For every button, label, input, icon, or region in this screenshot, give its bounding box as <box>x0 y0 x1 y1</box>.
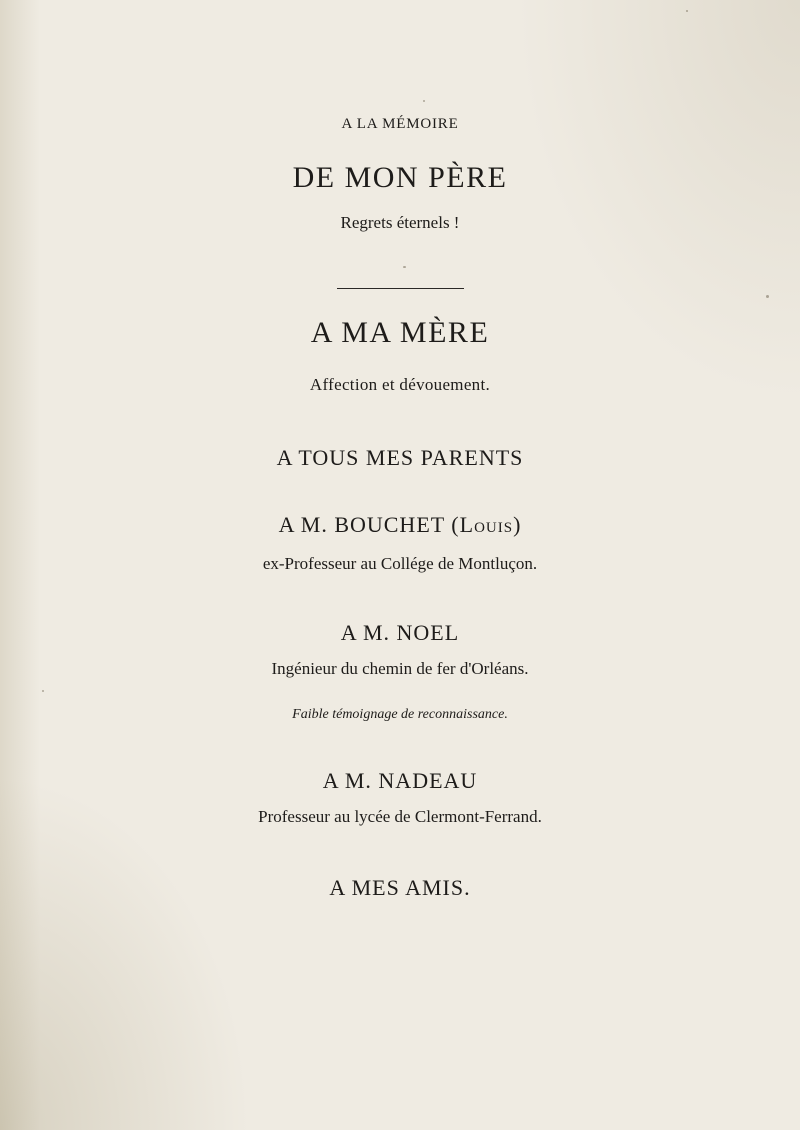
nadeau-title: Professeur au lycée de Clermont-Ferrand. <box>258 807 542 826</box>
parents-heading: A TOUS MES PARENTS <box>276 445 524 470</box>
reconnaissance-text: Faible témoignage de reconnaissance. <box>292 707 508 722</box>
bouchet-title: ex-Professeur au Collége de Montluçon. <box>262 554 538 573</box>
pere-heading: DE MON PÈRE <box>292 161 508 194</box>
noel-title: Ingénieur du chemin de fer d'Orléans. <box>271 659 529 678</box>
paper-speck <box>42 690 44 692</box>
separator-rule <box>337 288 464 289</box>
bouchet-suffix: ) <box>513 512 522 537</box>
nadeau-heading: A M. NADEAU <box>322 768 478 793</box>
paper-speck <box>766 295 769 298</box>
memoire-heading: A LA MÉMOIRE <box>341 116 459 132</box>
bouchet-prefix: A M. BOUCHET ( <box>278 512 460 537</box>
paper-speck <box>423 100 425 102</box>
mere-heading: A MA MÈRE <box>310 316 490 349</box>
noel-heading: A M. NOEL <box>340 620 460 645</box>
bouchet-heading <box>0 514 800 536</box>
paper-speck <box>686 10 688 12</box>
regrets-text: Regrets éternels ! <box>340 213 460 232</box>
amis-heading: A MES AMIS. <box>329 875 471 900</box>
paper-speck <box>403 266 406 268</box>
affection-text: Affection et dévouement. <box>309 375 491 394</box>
bouchet-first-name: Louis <box>459 512 514 537</box>
